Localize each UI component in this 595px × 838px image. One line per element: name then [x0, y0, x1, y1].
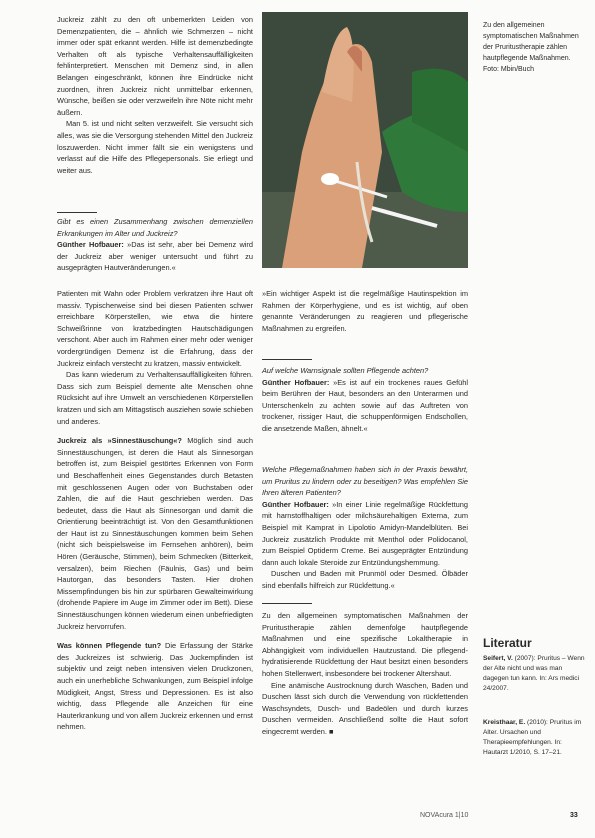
left-paragraph: Das kann wiederum zu Verhaltensauffälligkeiten führen. Dass sich zum Beispiel demente alte Menschen ohne Rücksicht auf ihre Umwelt an verschiedenen Körperstellen kratzen und sich am Mittagstisch ausziehen sowie schieben und anderes.: [57, 370, 253, 426]
answer-text: Duschen und Baden mit Prunmöl oder Desmed. Ölbäder sind ebenfalls hilfreich zur Rückfettung.«: [262, 569, 468, 590]
separator-rule: [262, 603, 312, 604]
question-text: Welche Pflegemaßnahmen haben sich in der Praxis bewährt, um Pruritus zu lindern oder zu beseitigen? Was empfehlen Sie Ihren älteren Patienten?: [262, 465, 468, 498]
literature-author: Seifert, V.: [483, 655, 513, 662]
footer-journal: NOVAcura 1|10: [420, 812, 469, 819]
answer-text: »In einer Linie regelmäßige Rückfettung mit harnstoffhaltigen oder milchsäurehaltigen Externa, zum Beispiel mit Kamprat in Lipolotio Amidyn-Mandelblüten. Bei Juckreiz zusätzlich Produkte mit Menthol oder Polidocanol, zum Beispiel Optiderm Creme. Bei ausgeprägter Entzündung dann auch lokale Steroide zur Entzündungshemmung.: [262, 499, 468, 567]
left-paragraph: Patienten mit Wahn oder Problem verkratzen ihre Haut oft massiv. Typischerweise sind bei diesen Patienten schwer erreichbare Körperstellen, wie etwa die hintere Schweißrinne von kratzbedingten Hautschädigungen verschont. Aber auch im Rahmen einer mehr oder weniger vordergründigen Demenz ist die Erfahrung, dass der Juckreiz einfach verstecht zu kratzen, massiv entwickelt.: [57, 289, 253, 368]
literature-text: (2007): Pruritus – Wenn der Alte nicht und was man dagegen tun kann. In: Ars medici 24/2007.: [483, 655, 585, 692]
hand-treatment-photo: [262, 12, 468, 268]
right-paragraph: »Ein wichtiger Aspekt ist die regelmäßige Hautinspektion im Rahmen der Körperhygiene, und es ist wichtig, auf oben genannte Veränderungen zu reagieren und pflegerische Maßnahmen zu ergreifen.: [262, 289, 468, 333]
interview-question-3: [262, 464, 468, 592]
literature-item: [483, 718, 585, 758]
intro-paragraph: Man 5. ist und nicht selten verzweifelt. Sie versucht sich alles, was sie die Versorgung stehenden Mittel den Juckreiz loszuwerden. Nicht immer fällt sie ein wenigstens und verlasst auf die Hilfe des Pflegepersonals. Sie erliegt und weiter aus.: [57, 119, 253, 175]
closing-paragraph: Zu den allgemeinen symptomatischen Maßnahmen der Pruritustherapie zählen demenfolge hautpflegende Maßnahmen und eine spezifische Lokaltherapie in Abhängigkeit vom individuellen Hautzustand. Die pflegend-hydratisierende Rückfettung der Haut besitzt einen besonders hohen Stellenwert, insbesondere bei trockener Altershaut.: [262, 611, 468, 678]
left-column: [57, 288, 253, 733]
question-text: Auf welche Warnsignale sollten Pflegende achten?: [262, 366, 429, 375]
literature-text: (2010): Pruritus im Alter. Ursachen und Therapieempfehlungen. In: Hautarzt 1/2010, S. 17–21.: [483, 719, 582, 756]
answer-text: »Es ist auf ein trockenes raues Gefühl beim Berühren der Haut, besonders an den Unterarmen und Unterschenkeln zu achten sowie auf das Auftreten von trockener, rissiger Haut, die schuppenförmigen Endschollen, die ansetzende Maßen, ähnelt.«: [262, 377, 469, 433]
right-column: [262, 288, 468, 334]
photo-illustration: [262, 12, 468, 268]
separator-rule: [262, 359, 312, 360]
question-text: Gibt es einen Zusammenhang zwischen demenziellen Erkrankungen im Alter und Juckreiz?: [57, 217, 253, 238]
photo-caption: [483, 20, 583, 75]
section-lead: Juckreiz als »Sinnestäuschung«?: [57, 436, 182, 446]
interview-question-1: [57, 216, 253, 274]
answer-speaker: Günther Hofbauer:: [262, 499, 329, 509]
photo-caption-text: Zu den allgemeinen symptomatischen Maßnahmen der Pruritustherapie zählen hautpflegende Maßnahmen.: [483, 22, 579, 62]
intro-paragraph: Juckreiz zählt zu den oft unbemerkten Leiden von Demenzpatienten, die – ähnlich wie Schmerzen – nicht immer oder spät erkannt werden. Hilfe ist demenzbedingte Verhalten oft als typische Verhaltensauffälligkeiten fehlinterpretiert. Menschen mit Demenz sind, in allen Belangen eingeschränkt, können ihre Eindrücke nicht zuordnen, ihren Juckreiz nicht unmittelbar erkennen, Wünsche, beißen sie oder verzweifeln ihre Nöte nicht mehr äußern.: [57, 15, 253, 117]
footer-page-number: 33: [570, 812, 578, 819]
section-lead: Was können Pflegende tun?: [57, 641, 162, 651]
literature-item: [483, 654, 585, 694]
literature-heading: Literatur: [483, 636, 532, 650]
section-text: Die Erfassung der Stärke des Juckreizes ist schwierig. Das Juckempfinden ist subjektiv und zeigt neben intensiven vielen Druckzonen, auch ein unerhebliche Schwankungen, zum Beispiel infolge Müdigkeit, Angst, Stress und Depressionen. Es ist also wichtig, dass Pflegende alle Anzeichen für eine Hauterkrankung und von allem Juckreiz erkennen und ernst nehmen.: [57, 641, 253, 732]
answer-speaker: Günther Hofbauer:: [57, 240, 124, 250]
separator-rule: [57, 212, 97, 213]
closing-text: [262, 610, 468, 738]
closing-paragraph: Eine anämische Austrocknung durch Waschen, Baden und Duschen lässt sich durch die Verwendung von rückfettenden Waschsyndets, Dusch- und Badeölen und durch kurzes Duschen vermeiden. Anschließend sollte die Haut sofort eingecremt werden. ■: [262, 680, 468, 736]
answer-text: »Das ist sehr, aber bei Demenz wird der Juckreiz aber weniger untersucht und führt zu ausgeprägten Hautveränderungen.«: [57, 240, 253, 273]
section-text: Möglich sind auch Sinnestäuschungen, ist deren die Haut als Sinnesorgan betroffen ist, zum Beispiel gestörtes Erkennen von Form und Beschaffenheit eines Gegenstandes durch Betasten mit geschlossenen Augen oder von Buchstaben oder Zahlen, die auf die Haut geschrieben werden. Das bedeutet, dass die Haut als Sinnesorgan und damit die Orientierung beeinträchtigt ist. Von den Gesamtfunktionen der Haut ist zu Sinnestäuschungen kommen beim Sehen (nicht sich beispielsweise im Fernsehen anhören), beim Hören (Geräusche, Stimmen), beim Schmecken (Bitterkeit, versalzen), beim Riechen (Fäulnis, Gas) und beim Hautorgan, das besonders Tasten. Hier drohen Missempfindungen bis hin zur spürbaren Gewalteinwirkung (drohende Papiere im Auge im Zimmer oder im Bett). Diese Sinnestäuschungen können wiederum einen unbefriedigten Juckreiz hervorrufen.: [57, 436, 253, 631]
photo-credit: Foto: Mbin/Buch: [483, 66, 534, 73]
literature-author: Kreisthaar, E.: [483, 719, 526, 726]
intro-text: [57, 14, 253, 176]
answer-speaker: Günther Hofbauer:: [262, 377, 330, 387]
interview-question-2: [262, 365, 468, 435]
